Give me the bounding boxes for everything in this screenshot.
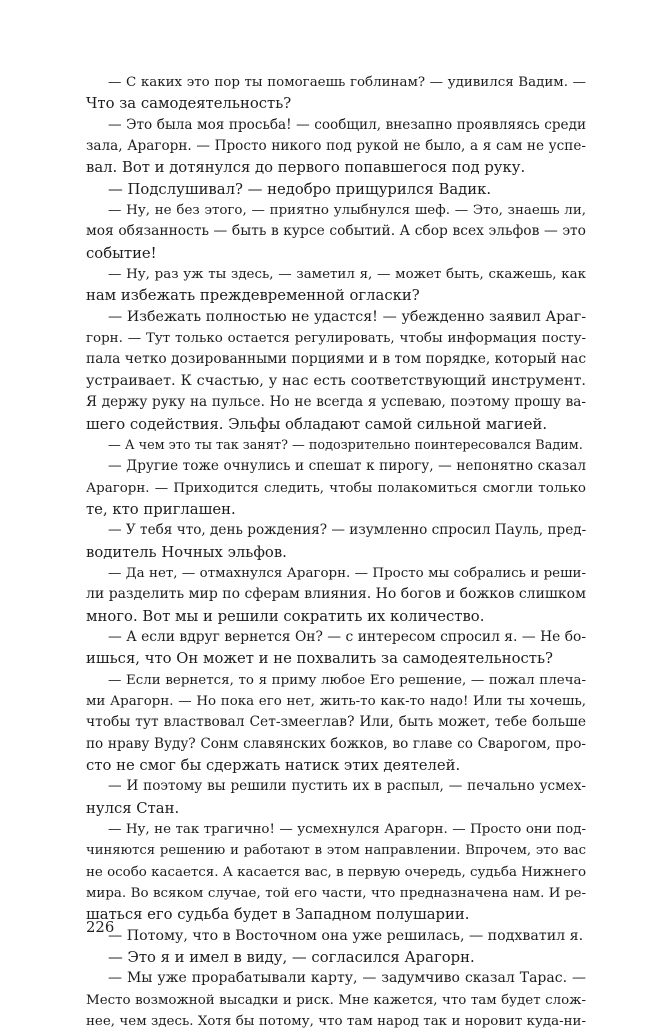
text-line: не особо касается. А касается вас, в первую очередь, судьба Нижнего [86, 864, 587, 880]
text-line: ли разделить мир по сферам влияния. Но богов и божков слишком [86, 586, 586, 603]
text-line: — Мы уже прорабатывали карту, — задумчиво сказал Тарас. — [108, 970, 586, 987]
text-line: — И поэтому вы решили пустить их в распыл, — печально усмех- [108, 778, 586, 795]
text-line: чтобы тут властвовал Сет-змееглав? Или, быть может, тебе больше [86, 714, 586, 731]
text-line: нам избежать преждевременной огласки? [86, 287, 420, 305]
text-line: те, кто приглашен. [86, 500, 236, 518]
text-line: — С каких это пор ты помогаешь гоблинам? — удивился Вадим. — [108, 75, 586, 90]
text-line: Я держу руку на пульсе. Но не всегда я успеваю, поэтому прошу ва- [86, 394, 586, 411]
text-line: нее, чем здесь. Хотя бы потому, что там народ так и норовит куда-ни- [86, 1014, 586, 1030]
text-line: — Ну, раз уж ты здесь, — заметил я, — может быть, скажешь, как [108, 267, 586, 283]
text-line: ишься, что Он может и не похвалить за самодеятельность? [86, 650, 553, 668]
text-line: — Это была моя просьба! — сообщил, внезапно проявляясь среди [108, 116, 586, 133]
text-line: событие! [86, 244, 157, 262]
text-line: шего содействия. Эльфы обладают самой сильной магией. [86, 415, 548, 433]
page-text [86, 72, 586, 1032]
page-number: 226 [86, 919, 115, 936]
text-line: — А если вдруг вернется Он? — с интересом спросил я. — Не бо- [108, 628, 586, 645]
text-line: вал. Вот и дотянулся до первого попавшегося под руку. [86, 159, 526, 177]
text-line: — Да нет, — отмахнулся Арагорн. — Просто мы собрались и реши- [108, 565, 586, 581]
text-line: — Если вернется, то я приму любое Его решение, — пожал плеча- [108, 672, 586, 688]
text-line: сто не смог бы сдержать натиск этих деятелей. [86, 757, 461, 774]
text-line: — Подслушивал? — недобро прищурился Вадик. [108, 180, 492, 198]
text-line: горн. — Тут только остается регулировать, чтобы информация посту- [86, 331, 586, 347]
text-line: пала четко дозированными порциями и в том порядке, который нас [86, 351, 587, 368]
text-line: — А чем это ты так занят? — подозрительно поинтересовался Вадим. [108, 437, 583, 453]
text-line: водитель Ночных эльфов. [86, 543, 287, 561]
text-line: — Потому, что в Восточном она уже решилась, — подхватил я. [108, 927, 584, 944]
text-line: зала, Арагорн. — Просто никого под рукой не было, а я сам не успе- [86, 138, 586, 155]
text-line: шаться его судьба будет в Западном полушарии. [86, 906, 470, 924]
text-line: нулся Стан. [86, 799, 180, 817]
text-line: по нраву Вуду? Сонм славянских божков, во главе со Сварогом, про- [86, 735, 586, 752]
text-line: мира. Во всяком случае, той его части, что предназначена нам. И ре- [86, 886, 586, 902]
text-line: — Избежать полностью не удастся! — убежденно заявил Араг- [108, 308, 586, 325]
text-line: устраивает. К счастью, у нас есть соответствующий инструмент. [86, 372, 586, 389]
text-line: моя обязанность — быть в курсе событий. А сбор всех эльфов — это [86, 223, 586, 240]
text-line: — Ну, не так трагично! — усмехнулся Арагорн. — Просто они под- [108, 822, 586, 838]
text-line: Что за самодеятельность? [86, 95, 292, 113]
text-line: Арагорн. — Приходится следить, чтобы полакомиться смогли только [86, 480, 586, 496]
text-line: Место возможной высадки и риск. Мне кажется, что там будет слож- [86, 992, 586, 1008]
text-line: много. Вот мы и решили сократить их количество. [86, 607, 485, 625]
text-line: чиняются решению и работают в этом направлении. Впрочем, это вас [86, 843, 586, 859]
text-line: — Ну, не без этого, — приятно улыбнулся шеф. — Это, знаешь ли, [108, 203, 586, 219]
text-line: ми Арагорн. — Но пока его нет, жить-то как-то надо! Или ты хочешь, [86, 693, 586, 709]
text-line: — Другие тоже очнулись и спешат к пирогу, — непонятно сказал [108, 458, 586, 475]
text-line: — У тебя что, день рождения? — изумленно спросил Пауль, пред- [108, 522, 587, 539]
text-line: — Это я и имел в виду, — согласился Арагорн. [108, 949, 475, 967]
